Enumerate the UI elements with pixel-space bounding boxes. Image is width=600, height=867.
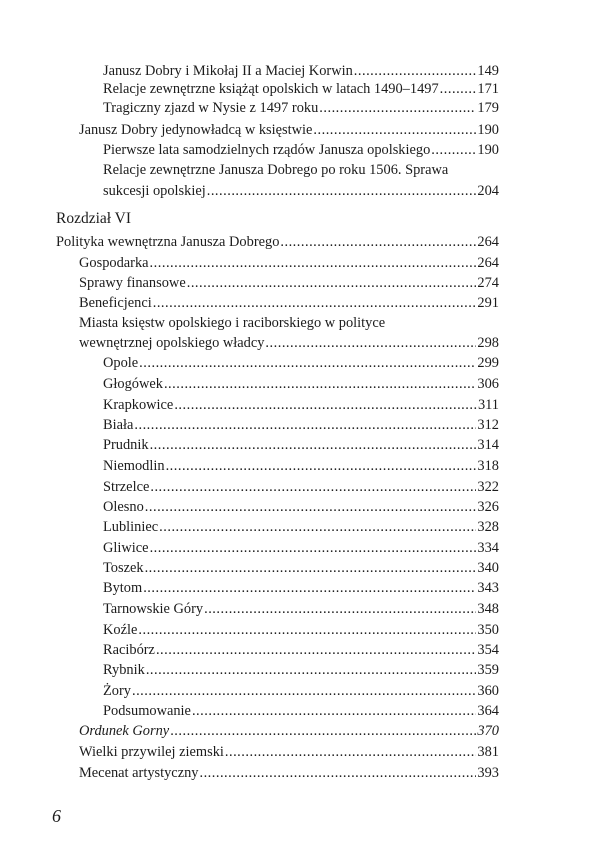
- toc-entry: [79, 274, 499, 292]
- toc-entry-title: Ordunek Gorny: [79, 723, 170, 739]
- toc-entry: [56, 233, 499, 251]
- toc-entry-page: 306: [477, 376, 499, 392]
- dot-leader: [431, 141, 476, 159]
- dot-leader: [134, 416, 476, 434]
- dot-leader: [150, 478, 476, 496]
- dot-leader: [146, 661, 477, 679]
- toc-entry-title: Tarnowskie Góry: [103, 601, 204, 617]
- toc-entry: [103, 682, 499, 700]
- toc-entry: [103, 80, 499, 98]
- toc-entry-page: 274: [477, 275, 499, 291]
- toc-entry-page: 311: [477, 397, 499, 413]
- toc-entry-title: Polityka wewnętrzna Janusza Dobrego: [56, 234, 280, 250]
- dot-leader: [199, 764, 476, 782]
- toc-entry: [103, 621, 499, 639]
- toc-entry-title: Tragiczny zjazd w Nysie z 1497 roku: [103, 100, 319, 116]
- toc-entry: [103, 579, 499, 597]
- toc-entry: [103, 375, 499, 393]
- toc-entry: [103, 600, 499, 618]
- dot-leader: [313, 121, 476, 139]
- toc-entry-title: Rybnik: [103, 662, 145, 678]
- toc-entry-page: 299: [477, 355, 499, 371]
- dot-leader: [150, 539, 477, 557]
- toc-entry: [79, 254, 499, 272]
- dot-leader: [145, 559, 477, 577]
- toc-entry: [79, 722, 499, 740]
- toc-entry-page: 204: [477, 183, 499, 199]
- dot-leader: [164, 375, 476, 393]
- toc-entry-page: 322: [477, 479, 499, 495]
- toc-entry: [103, 396, 499, 414]
- toc-entry: [103, 436, 499, 454]
- toc-entry: [103, 416, 499, 434]
- dot-leader: [319, 99, 476, 117]
- dot-leader: [166, 457, 477, 475]
- toc-entry-title: Biała: [103, 417, 134, 433]
- dot-leader: [225, 743, 477, 761]
- toc-entry-title: Pierwsze lata samodzielnych rządów Janusza opolskiego: [103, 142, 431, 158]
- dot-leader: [139, 354, 476, 372]
- toc-entry-page: 326: [477, 499, 499, 515]
- toc-entry-page: 318: [477, 458, 499, 474]
- toc-entry-page: 149: [477, 63, 499, 79]
- toc-entry: [103, 518, 499, 536]
- toc-entry-title: Mecenat artystyczny: [79, 765, 199, 781]
- toc-entry-page: 190: [477, 122, 499, 138]
- toc-entry-page: 179: [477, 100, 499, 116]
- toc-entry-title: Racibórz: [103, 642, 155, 658]
- toc-entry-page: 393: [477, 765, 499, 781]
- toc-entry-title-line1: Miasta księstw opolskiego i raciborskiego w polityce: [79, 315, 386, 331]
- dot-leader: [440, 80, 477, 98]
- toc-entry: [103, 661, 499, 679]
- dot-leader: [156, 641, 476, 659]
- toc-entry: [103, 182, 499, 200]
- toc-entry-title: Janusz Dobry jedynowładcą w księstwie: [79, 122, 313, 138]
- dot-leader: [150, 254, 477, 272]
- dot-leader: [153, 294, 477, 312]
- toc-entry-page: 360: [477, 683, 499, 699]
- toc-entry-page: 264: [477, 234, 499, 250]
- toc-entry-page: 340: [477, 560, 499, 576]
- toc-entry-title: Beneficjenci: [79, 295, 152, 311]
- toc-entry-page: 312: [477, 417, 499, 433]
- toc-entry-title: Krapkowice: [103, 397, 174, 413]
- toc-entry: [103, 354, 499, 372]
- toc-entry-page: 343: [477, 580, 499, 596]
- dot-leader: [159, 518, 476, 536]
- dot-leader: [132, 682, 476, 700]
- dot-leader: [138, 621, 476, 639]
- toc-entry-title: Lubliniec: [103, 519, 159, 535]
- toc-entry: [79, 121, 499, 139]
- toc-entry-page: 354: [477, 642, 499, 658]
- dot-leader: [187, 274, 477, 292]
- dot-leader: [354, 62, 477, 80]
- dot-leader: [192, 702, 476, 720]
- toc-entry: [79, 334, 499, 352]
- toc-entry-title: Podsumowanie: [103, 703, 191, 719]
- dot-leader: [143, 579, 476, 597]
- toc-entry-title: Opole: [103, 355, 139, 371]
- toc-entry-page: 364: [477, 703, 499, 719]
- chapter-heading: Rozdział VI: [56, 210, 132, 227]
- toc-entry-title: Niemodlin: [103, 458, 165, 474]
- toc-entry-page: 348: [477, 601, 499, 617]
- toc-entry-title: Koźle: [103, 622, 138, 638]
- toc-entry-title: Bytom: [103, 580, 143, 596]
- toc-entry: [103, 141, 499, 159]
- dot-leader: [280, 233, 476, 251]
- toc-entry: [79, 764, 499, 782]
- toc-entry-title: Żory: [103, 683, 131, 699]
- toc-entry-page: 298: [477, 335, 499, 351]
- toc-entry-title: Wielki przywilej ziemski: [79, 744, 224, 760]
- toc-entry: [103, 99, 499, 117]
- dot-leader: [265, 334, 476, 352]
- toc-entry-page: 350: [477, 622, 499, 638]
- toc-entry-title: sukcesji opolskiej: [103, 183, 206, 199]
- page-number: 6: [52, 806, 61, 826]
- toc-entry: [103, 641, 499, 659]
- toc-entry: [103, 62, 499, 80]
- toc-entry: [103, 539, 499, 557]
- toc-entry-title: Toszek: [103, 560, 144, 576]
- toc-entry-title: Janusz Dobry i Mikołaj II a Maciej Korwin: [103, 63, 353, 79]
- dot-leader: [150, 436, 477, 454]
- toc-entry-page: 190: [477, 142, 499, 158]
- toc-entry: [103, 702, 499, 720]
- dot-leader: [145, 498, 477, 516]
- toc-entry-title: Strzelce: [103, 479, 150, 495]
- toc-entry-page: 370: [477, 723, 499, 739]
- toc-entry-page: 328: [477, 519, 499, 535]
- toc-entry-page: 264: [477, 255, 499, 271]
- toc-entry: [103, 457, 499, 475]
- toc-entry-title: Gliwice: [103, 540, 149, 556]
- toc-entry-title: Gospodarka: [79, 255, 149, 271]
- toc-entry: [103, 478, 499, 496]
- toc-entry-title: Olesno: [103, 499, 144, 515]
- dot-leader: [207, 182, 477, 200]
- toc-entry-page: 334: [477, 540, 499, 556]
- toc-entry-title: Relacje zewnętrzne książąt opolskich w latach 1490–1497: [103, 81, 439, 97]
- toc-entry-page: 314: [477, 437, 499, 453]
- toc-entry-title: Sprawy finansowe: [79, 275, 186, 291]
- toc-entry-page: 381: [477, 744, 499, 760]
- dot-leader: [174, 396, 477, 414]
- toc-entry: [79, 294, 499, 312]
- toc-entry-title: wewnętrznej opolskiego władcy: [79, 335, 265, 351]
- toc-entry-page: 359: [477, 662, 499, 678]
- toc-entry-page: 171: [477, 81, 499, 97]
- toc-entry-page: 291: [477, 295, 499, 311]
- toc-entry-title: Głogówek: [103, 376, 163, 392]
- toc-entry-title: Prudnik: [103, 437, 149, 453]
- toc-entry-title-line1: Relacje zewnętrzne Janusza Dobrego po roku 1506. Sprawa: [103, 162, 449, 178]
- toc-entry: [79, 743, 499, 761]
- dot-leader: [204, 600, 476, 618]
- toc-entry: [103, 498, 499, 516]
- toc-entry: [103, 559, 499, 577]
- dot-leader: [170, 722, 476, 740]
